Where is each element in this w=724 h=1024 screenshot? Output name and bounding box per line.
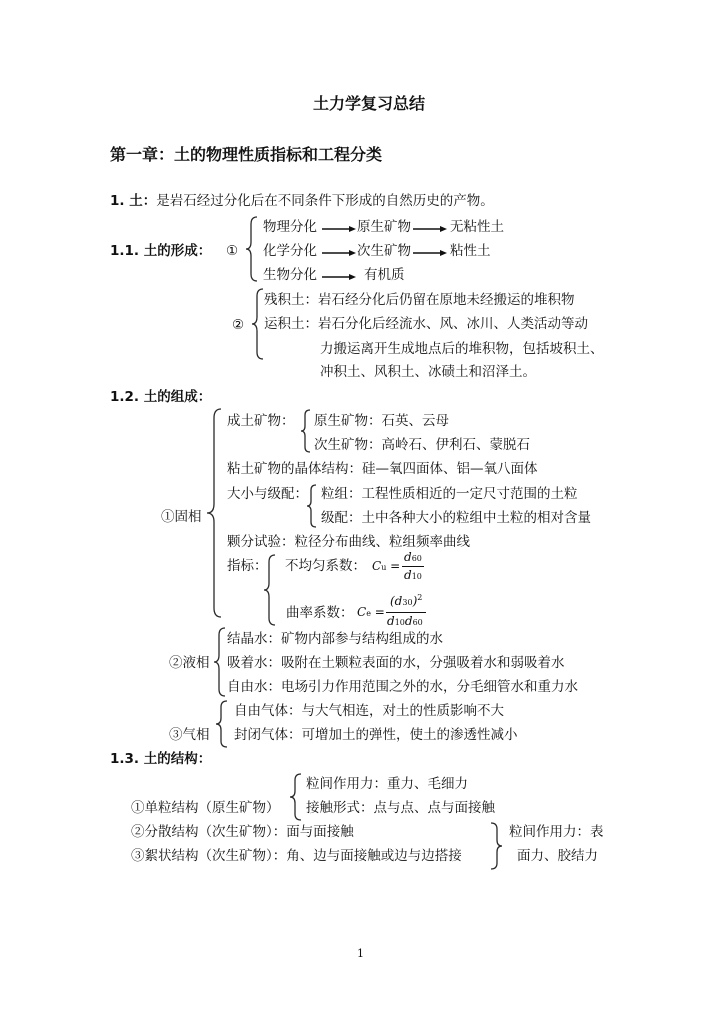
brace-deposit [251, 288, 265, 360]
formation-row-chemical: 化学分化 [263, 243, 317, 259]
section-1-2-label: 1.2. 土的组成： [110, 389, 212, 405]
cc-symbol: Ce = [357, 605, 385, 619]
section-1 [110, 193, 494, 209]
brace-force-right [490, 822, 504, 870]
adsorbed-water: 吸着水：吸附在土颗粒表面的水，分强吸着水和弱吸着水 [227, 655, 565, 671]
transported-soil-2: 力搬运离开生成地点后的堆积物，包括坡积土、 [320, 341, 604, 357]
residual-soil: 残积土：岩石经分化后仍留在原地未经搬运的堆积物 [264, 292, 575, 308]
grain-group: 粒组：工程性质相近的一定尺寸范围的土粒 [321, 486, 578, 502]
contact-form: 接触形式：点与点、点与面接触 [306, 800, 495, 816]
cu-fraction-line [402, 566, 424, 567]
arrow-icon [322, 274, 356, 280]
formation-physical-soil: 无粘性土 [450, 219, 504, 235]
sieve-test: 颗分试验：粒径分布曲线、粒组频率曲线 [227, 534, 470, 550]
marker-1: ① [226, 243, 239, 259]
inter-particle-force-2b: 面力、胶结力 [517, 848, 598, 864]
arrow-icon [413, 250, 447, 256]
section-1-text: 是岩石经过分化后在不同条件下形成的自然历史的产物。 [156, 193, 494, 209]
brace-index [263, 554, 277, 626]
brace-formation [245, 216, 259, 282]
inter-particle-force-2a: 粒间作用力：表 [509, 824, 604, 840]
single-grain-structure: ①单粒结构（原生矿物） [131, 800, 280, 816]
section-1-3-label: 1.3. 土的结构： [110, 751, 212, 767]
document-title: 土力学复习总结 [313, 94, 426, 113]
index-label: 指标： [227, 558, 268, 574]
formation-physical-product: 原生矿物 [357, 219, 411, 235]
page-number: 1 [357, 947, 364, 960]
clay-crystal-structure: 粘土矿物的晶体结构：硅—氧四面体、铝—氧八面体 [227, 461, 538, 477]
marker-2: ② [232, 317, 245, 333]
cu-label: 不均匀系数： [285, 558, 366, 574]
arrow-icon [413, 226, 447, 232]
mineral-label: 成土矿物： [227, 413, 295, 429]
gradation: 级配：土中各种大小的粒组中土粒的相对含量 [321, 510, 591, 526]
cc-denominator: d10d60 [387, 614, 423, 628]
formation-chemical-soil: 粘性土 [450, 243, 491, 259]
size-gradation-label: 大小与级配： [227, 486, 308, 502]
closed-gas: 封闭气体：可增加土的弹性，使土的渗透性减小 [234, 727, 518, 743]
cc-fraction-line [386, 612, 426, 613]
arrow-icon [322, 250, 356, 256]
brace-liquid [213, 627, 227, 697]
cu-denominator: d10 [404, 568, 422, 582]
cc-label: 曲率系数： [286, 605, 354, 621]
section-1-1-label: 1.1. 土的形成： [110, 243, 212, 259]
formation-biological-product: 有机质 [364, 267, 405, 283]
arrow-icon [322, 226, 356, 232]
chapter-title: 第一章：土的物理性质指标和工程分类 [110, 145, 383, 164]
transported-soil-3: 冲积土、风积土、冰碛土和沼泽土。 [320, 364, 536, 380]
solid-phase: ①固相 [161, 509, 202, 525]
dispersed-structure: ②分散结构（次生矿物）：面与面接触 [131, 824, 354, 840]
free-gas: 自由气体：与大气相连，对土的性质影响不大 [234, 703, 504, 719]
formation-row-physical: 物理分化 [263, 219, 317, 235]
section-1-label: 1. 土： [110, 193, 157, 209]
primary-mineral: 原生矿物：石英、云母 [314, 413, 449, 429]
transported-soil-1: 运积土：岩石分化后经流水、风、冰川、人类活动等动 [264, 316, 588, 332]
flocculent-structure: ③絮状结构（次生矿物）：角、边与面接触或边与边搭接 [131, 848, 462, 864]
cc-numerator: $(d30)^2$ [390, 593, 423, 608]
cu-symbol: Cu = [372, 559, 401, 573]
crystal-water: 结晶水：矿物内部参与结构组成的水 [227, 631, 443, 647]
inter-particle-force: 粒间作用力：重力、毛细力 [306, 776, 468, 792]
formation-chemical-product: 次生矿物 [357, 243, 411, 259]
secondary-mineral: 次生矿物：高岭石、伊利石、蒙脱石 [314, 437, 530, 453]
free-water: 自由水：电场引力作用范围之外的水，分毛细管水和重力水 [227, 679, 578, 695]
brace-solid [205, 408, 223, 618]
brace-gas [215, 700, 229, 748]
gas-phase: ③气相 [169, 727, 210, 743]
cu-numerator: d60 [404, 550, 422, 564]
brace-gradation [306, 484, 318, 528]
brace-single-grain [289, 773, 303, 821]
formation-row-biological: 生物分化 [263, 267, 317, 283]
brace-mineral [300, 409, 312, 453]
liquid-phase: ②液相 [169, 655, 210, 671]
